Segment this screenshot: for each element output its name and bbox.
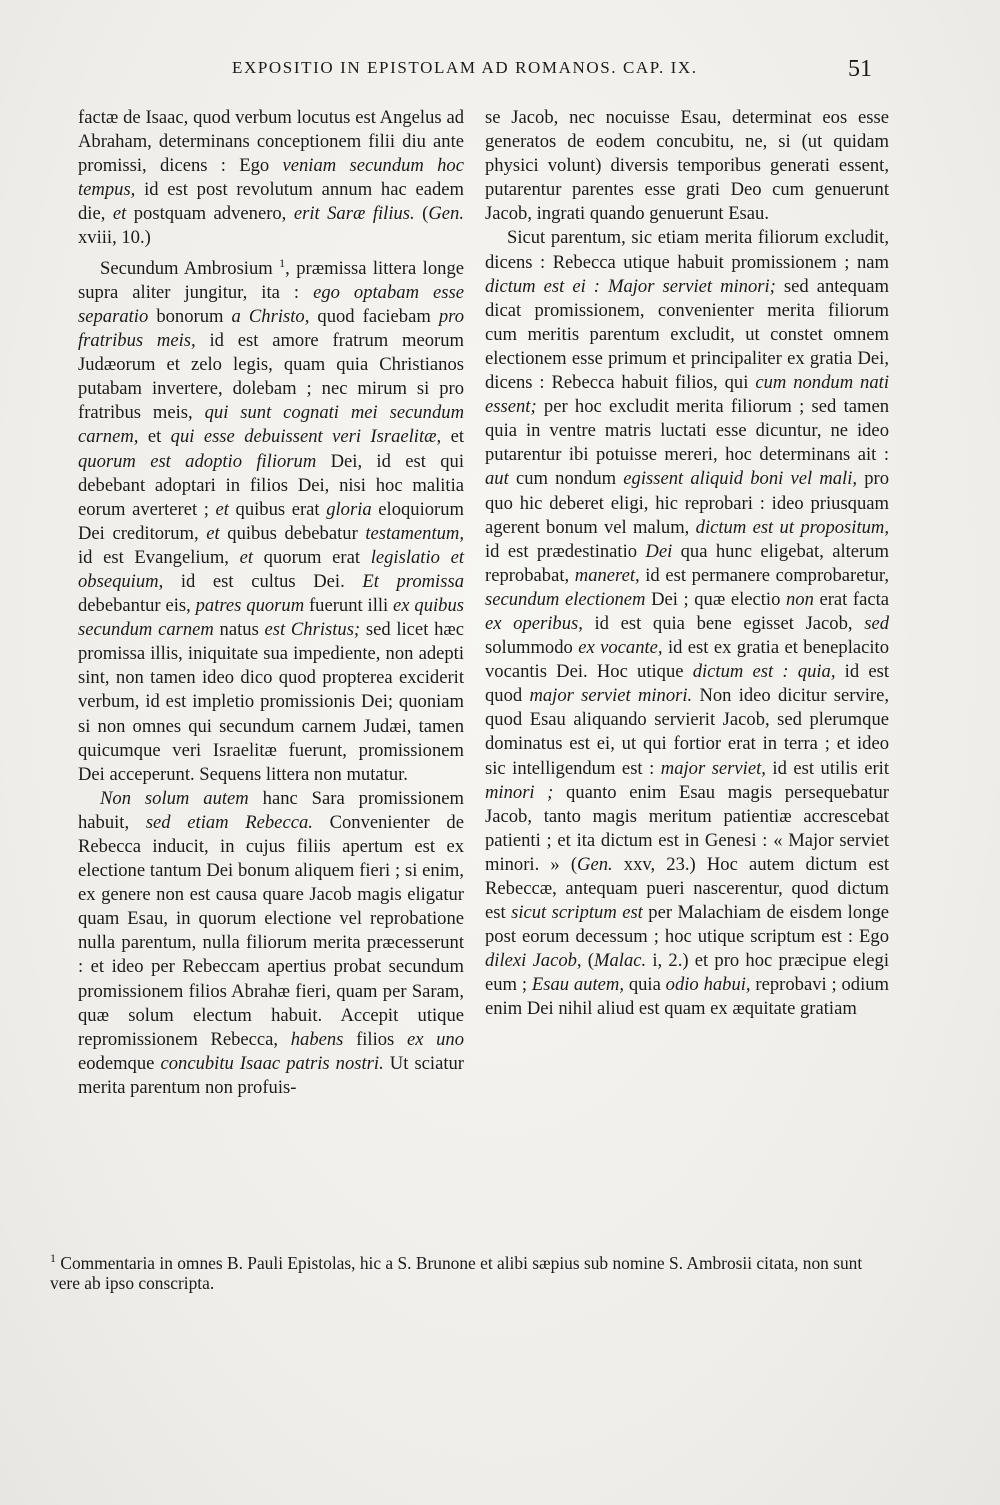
- italic-run: maneret,: [574, 564, 640, 586]
- italic-run: quorum est adoptio filiorum: [78, 450, 317, 472]
- text-run: se Jacob, nec nocuisse Esau, determinat eos esse generatos de eodem concubitu, ne, si (ut quidam physici volunt) diversis temporibus generati essent, putarentur parentes esse grati Deo cum genuerunt Jacob, ingrati quando genuerunt Esau.: [485, 107, 889, 225]
- footnote-text: Commentaria in omnes B. Pauli Epistolas, hic a S. Brunone et alibi sæpius sub nomine S. Ambrosii citata, non sunt vere ab ipso conscripta.: [50, 1252, 863, 1293]
- text-run: Dei, id est qui debebant adoptari in filios Dei, nisi hoc malitia eorum averteret ;: [78, 450, 464, 520]
- text-run: i, 2.) et pro hoc præcipue elegi eum ;: [485, 950, 889, 996]
- text-run: id est permanere comprobaretur,: [639, 564, 890, 586]
- text-run: per Malachiam de eisdem longe post eorum decessum ; hoc utique scriptum est : Ego: [485, 902, 889, 948]
- text-run: (: [414, 203, 429, 225]
- page-header: [0, 58, 1000, 88]
- italic-run: dictum est ut propositum,: [695, 516, 889, 538]
- text-run: natus: [213, 619, 265, 641]
- text-run: reprobavi ; odium enim Dei nihil aliud est quam ex æquitate gratiam: [485, 974, 890, 1020]
- text-run: eloquiorum Dei creditorum,: [78, 498, 464, 544]
- text-run: quibus erat: [228, 498, 327, 520]
- italic-run: pro fratribus meis,: [78, 305, 464, 352]
- italic-run: qui esse debuissent veri Israelitæ,: [170, 426, 442, 448]
- italic-run: ego optabam esse separatio: [78, 281, 464, 327]
- italic-run: veniam secundum hoc tempus,: [78, 155, 464, 201]
- italic-run: et: [206, 522, 220, 544]
- text-run: erat facta: [813, 588, 890, 610]
- italic-run: major serviet minori.: [529, 685, 693, 707]
- text-run: qua hunc eligebat, alterum reprobabat,: [485, 540, 890, 586]
- text-run: id est post revolutum annum hac eadem die,: [78, 179, 464, 225]
- italic-run: sed etiam Rebecca.: [145, 811, 313, 833]
- text-run: Non ideo dicitur servire, quod Esau aliquando servierit Jacob, sed plerumque dominatus est ei, ut qui fortior erat in terra ; et ideo sic intelligendum est :: [485, 685, 889, 779]
- italic-run: major serviet,: [660, 757, 766, 779]
- footnote: [50, 1248, 890, 1293]
- italic-run: odio habui,: [665, 974, 751, 996]
- text-run: factæ de Isaac, quod verbum locutus est Angelus ad Abraham, determinans conceptionem filii diu ante promissi, dicens : Ego: [78, 107, 464, 177]
- paragraph: [485, 106, 889, 226]
- paragraph: [78, 787, 464, 1100]
- text-run: hanc Sara promissionem habuit,: [78, 787, 464, 833]
- italic-run: sed: [864, 612, 889, 634]
- italic-run: Et promissa: [362, 570, 464, 592]
- text-run: id est prædestinatio: [485, 540, 646, 562]
- italic-run: et: [239, 546, 254, 568]
- italic-run: dictum est ei : Major serviet minori;: [485, 275, 776, 297]
- italic-run: a Christo,: [231, 305, 310, 327]
- italic-run: Dei: [645, 540, 673, 562]
- page-number: 51: [848, 56, 872, 82]
- italic-run: ex vocante,: [578, 637, 663, 659]
- text-run: eodemque: [78, 1052, 161, 1074]
- text-run: quod faciebam: [309, 305, 439, 327]
- italic-run: minori ;: [485, 781, 554, 803]
- italic-run: dilexi Jacob,: [485, 950, 582, 972]
- italic-run: gloria: [326, 498, 372, 520]
- text-run: id est quia bene egisset Jacob,: [582, 612, 865, 634]
- text-run: id est ex gratia et beneplacito vocantis Dei. Hoc utique: [485, 637, 889, 683]
- footnote-ref: 1: [279, 255, 286, 270]
- text-run: quorum erat: [253, 546, 371, 568]
- footnote-marker: 1: [50, 1251, 56, 1265]
- text-run: id est amore fratrum meorum Judæorum et zelo legis, quam quia Christianos putabam invertere, dolebam ; nec mirum si pro fratribus meis,: [78, 330, 464, 424]
- italic-run: ex quibus secundum carnem: [78, 595, 464, 641]
- italic-run: qui sunt cognati mei secundum carnem,: [78, 402, 464, 448]
- text-run: quia: [623, 974, 666, 996]
- italic-run: non: [785, 588, 814, 610]
- text-run: xviii, 10.): [78, 227, 151, 249]
- text-run: quanto enim Esau magis persequebatur Jacob, tanto magis meritum patientiæ accrescebat patienti ; et ita dictum est in Genesi : « Major serviet minori. » (: [485, 781, 889, 875]
- text-run: id est quod: [485, 661, 889, 707]
- text-run: debebantur eis,: [78, 595, 196, 617]
- paragraph: [78, 251, 464, 787]
- italic-run: ex uno: [406, 1028, 465, 1050]
- text-run: id est utilis erit: [765, 757, 889, 779]
- text-run: (: [581, 950, 594, 972]
- paragraph: [78, 106, 464, 251]
- italic-run: Non solum autem: [100, 787, 249, 809]
- italic-run: Esau autem,: [531, 974, 624, 996]
- italic-run: est Christus;: [264, 619, 361, 641]
- paragraph: [485, 226, 889, 1021]
- text-run: et: [138, 426, 171, 448]
- text-run: xxv, 23.) Hoc autem dictum est Rebeccæ, antequam pueri nascerentur, quod dictum est: [485, 853, 889, 924]
- text-run: et: [441, 426, 464, 448]
- text-run: Secundum Ambrosium: [100, 257, 280, 279]
- text-run: fuerunt illi: [304, 595, 394, 617]
- text-run: cum nondum: [508, 468, 624, 490]
- italic-run: erit Saræ filius.: [293, 203, 415, 225]
- text-run: per hoc excludit merita filiorum ; sed tamen quia in ventre matris luctati esse dicuntur, ne ideo putarentur ibi potuisse mereri, hoc determinans ait :: [485, 396, 889, 466]
- text-run: postquam advenero,: [126, 203, 294, 225]
- right-column: [485, 106, 889, 1022]
- text-run: Ut sciatur merita parentum non profuis-: [78, 1052, 464, 1098]
- italic-run: Malac.: [594, 950, 647, 972]
- text-run: id est Evangelium,: [78, 546, 240, 568]
- italic-run: concubitu Isaac patris nostri.: [160, 1052, 384, 1074]
- italic-run: cum nondum nati essent;: [485, 372, 889, 418]
- italic-run: sicut scriptum est: [511, 902, 643, 924]
- text-run: sed licet hæc promissa illis, iniquitate sua impediente, non adepti sint, non tamen ideo dico quod propterea exciderit verbum, id est impletio promissionis Dei; quoniam si non omnes qui secundum carnem Judæi, tamen quicumque veri Israelitæ fuerunt, promissionem Dei acceperunt. Sequens littera non mutatur.: [78, 619, 465, 785]
- italic-run: dictum est : quia,: [692, 661, 836, 683]
- text-run: sed antequam dicat promissionem, convenienter merita filiorum cum meritis parentum excludit, ut constet omnem electionem esse primum et principaliter ex gratia Dei, dicens : Rebecca habuit filios, qui: [485, 275, 889, 394]
- text-run: Sicut parentum, sic etiam merita filiorum excludit, dicens : Rebecca utique habuit promissionem ; nam: [485, 227, 889, 273]
- italic-run: testamentum,: [365, 522, 464, 544]
- text-run: bonorum: [148, 305, 232, 327]
- text-run: solummodo: [485, 637, 579, 659]
- text-run: quibus debebatur: [219, 522, 366, 544]
- italic-run: secundum electionem: [485, 588, 646, 610]
- italic-run: Gen.: [428, 203, 465, 225]
- italic-run: aut: [485, 468, 509, 490]
- italic-run: habens: [290, 1028, 344, 1050]
- italic-run: egissent aliquid boni vel mali,: [623, 468, 858, 490]
- italic-run: legislatio et obsequium,: [78, 546, 464, 592]
- italic-run: et: [215, 498, 229, 520]
- italic-run: et: [112, 203, 127, 225]
- text-run: filios: [343, 1028, 407, 1050]
- text-run: Dei ; quæ electio: [645, 588, 786, 610]
- text-run: pro quo hic deberet eligi, hic reprobari : ideo priusquam agerent bonum vel malum,: [485, 468, 889, 538]
- left-column: [78, 106, 464, 1100]
- running-head: EXPOSITIO IN EPISTOLAM AD ROMANOS. CAP. IX.: [232, 58, 698, 77]
- italic-run: Gen.: [577, 853, 613, 875]
- text-run: Convenienter de Rebecca inducit, in cujus filiis apertum est ex electione tantum Dei bonum aliquem fieri ; si enim, ex genere non est causa quare Jacob magis eligatur quam Esau, in quorum electione vel reprobatione nulla parentum, nulla filiorum merita præcesserunt : et ideo per Rebeccam apertius probat secundum promissionem filios Abrahæ fieri, quam per Saram, quæ solum electum habuit. Accepit utique repromissionem Rebecca,: [78, 811, 464, 1050]
- italic-run: ex operibus,: [485, 612, 583, 634]
- text-run: id est cultus Dei.: [163, 570, 363, 592]
- italic-run: patres quorum: [195, 595, 305, 617]
- text-run: , præmissa littera longe supra aliter jungitur, ita :: [78, 257, 464, 303]
